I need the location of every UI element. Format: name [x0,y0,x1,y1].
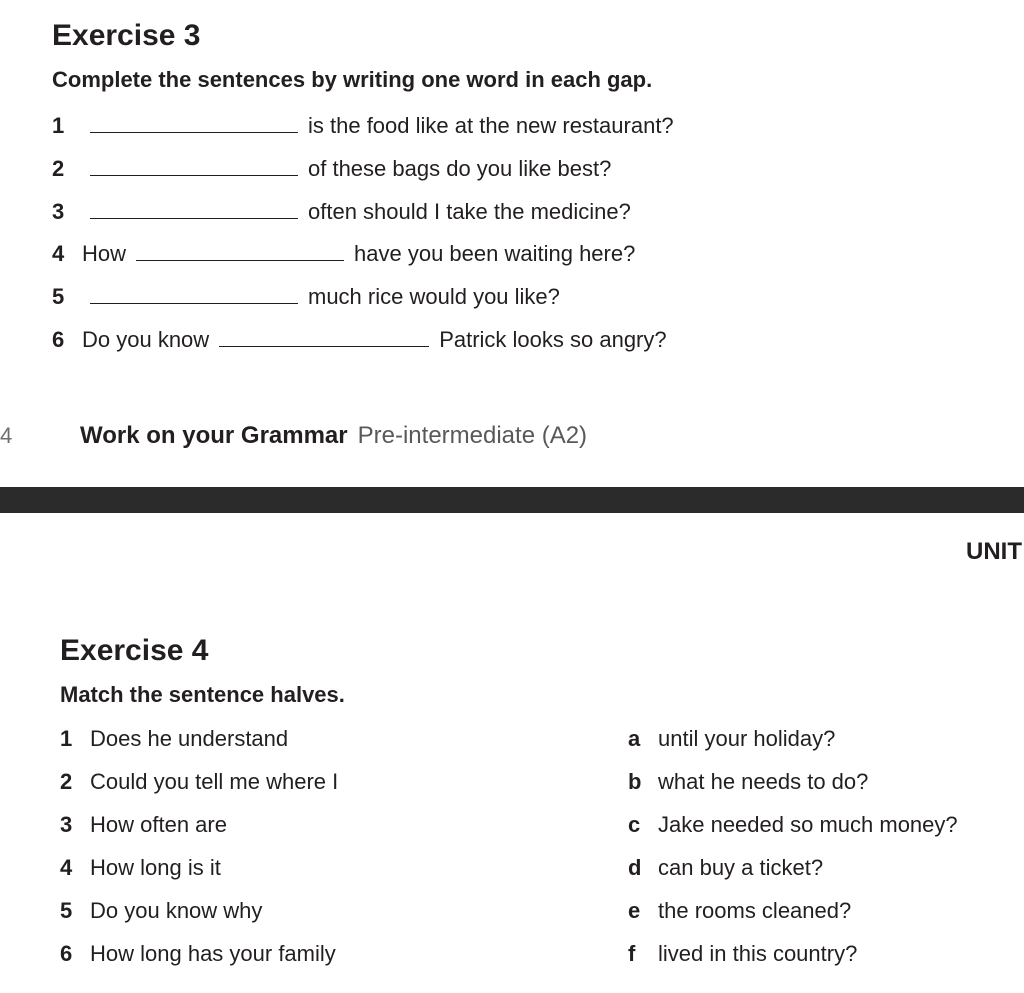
item-text: is the food like at the new restaurant? [308,113,674,138]
item-number: 1 [60,726,73,751]
book-title: Work on your Grammar [80,422,348,449]
answer-gap[interactable] [90,114,298,133]
exercise-3-title: Exercise 3 [52,19,201,52]
item-text-before: Do you know [82,327,210,352]
item-text: lived in this country? [658,941,858,966]
exercise-3-item [52,154,611,184]
unit-label: UNIT [966,538,1022,565]
match-right-item [628,853,823,883]
item-text: can buy a ticket? [658,855,824,880]
match-right-item [628,896,851,926]
match-left-item [60,810,227,840]
book-footer [80,422,587,450]
page-top [0,0,1024,487]
item-text: How often are [90,812,227,837]
answer-gap[interactable] [90,200,298,219]
item-letter: f [628,941,636,966]
answer-gap[interactable] [219,328,429,347]
item-number: 4 [60,855,73,880]
match-right-item [628,810,958,840]
exercise-3-instruction: Complete the sentences by writing one word in each gap. [52,67,653,92]
match-left-item [60,724,288,754]
item-text: Do you know why [90,898,263,923]
match-right-item [628,767,868,797]
answer-gap[interactable] [90,157,298,176]
item-letter: d [628,855,642,880]
item-text: How long has your family [90,941,336,966]
item-number: 4 [52,241,65,266]
item-letter: a [628,726,641,751]
exercise-3-item [52,239,635,269]
item-number: 3 [52,199,65,224]
item-text: until your holiday? [658,726,836,751]
item-text: have you been waiting here? [354,241,636,266]
item-number: 2 [60,769,73,794]
item-letter: c [628,812,641,837]
exercise-3-item [52,197,631,227]
item-text: How long is it [90,855,221,880]
match-left-item [60,939,336,969]
item-number: 5 [52,284,65,309]
match-right-item [628,724,835,754]
page-number: 4 [0,423,13,448]
match-left-item [60,853,221,883]
match-left-item [60,896,262,926]
match-left-item [60,767,338,797]
page-divider [0,487,1024,513]
item-number: 2 [52,156,65,181]
item-text: Does he understand [90,726,289,751]
answer-gap[interactable] [90,285,298,304]
item-letter: e [628,898,641,923]
book-level: Pre-intermediate (A2) [357,422,588,449]
exercise-3-item [52,111,674,141]
exercise-3-item [52,325,667,355]
exercise-4-instruction: Match the sentence halves. [60,682,345,707]
item-text: of these bags do you like best? [308,156,612,181]
item-number: 5 [60,898,73,923]
item-text: often should I take the medicine? [308,199,631,224]
item-text: Could you tell me where I [90,769,339,794]
item-letter: b [628,769,642,794]
match-right-item [628,939,857,969]
answer-gap[interactable] [136,242,344,261]
item-text: Jake needed so much money? [658,812,958,837]
item-text: the rooms cleaned? [658,898,852,923]
exercise-3-item [52,282,560,312]
exercise-4-title: Exercise 4 [60,634,209,667]
item-text-before: How [82,241,127,266]
item-text: much rice would you like? [308,284,560,309]
item-text: Patrick looks so angry? [439,327,667,352]
item-number: 6 [60,941,73,966]
item-number: 6 [52,327,65,352]
item-number: 3 [60,812,73,837]
item-text: what he needs to do? [658,769,869,794]
item-number: 1 [52,113,65,138]
